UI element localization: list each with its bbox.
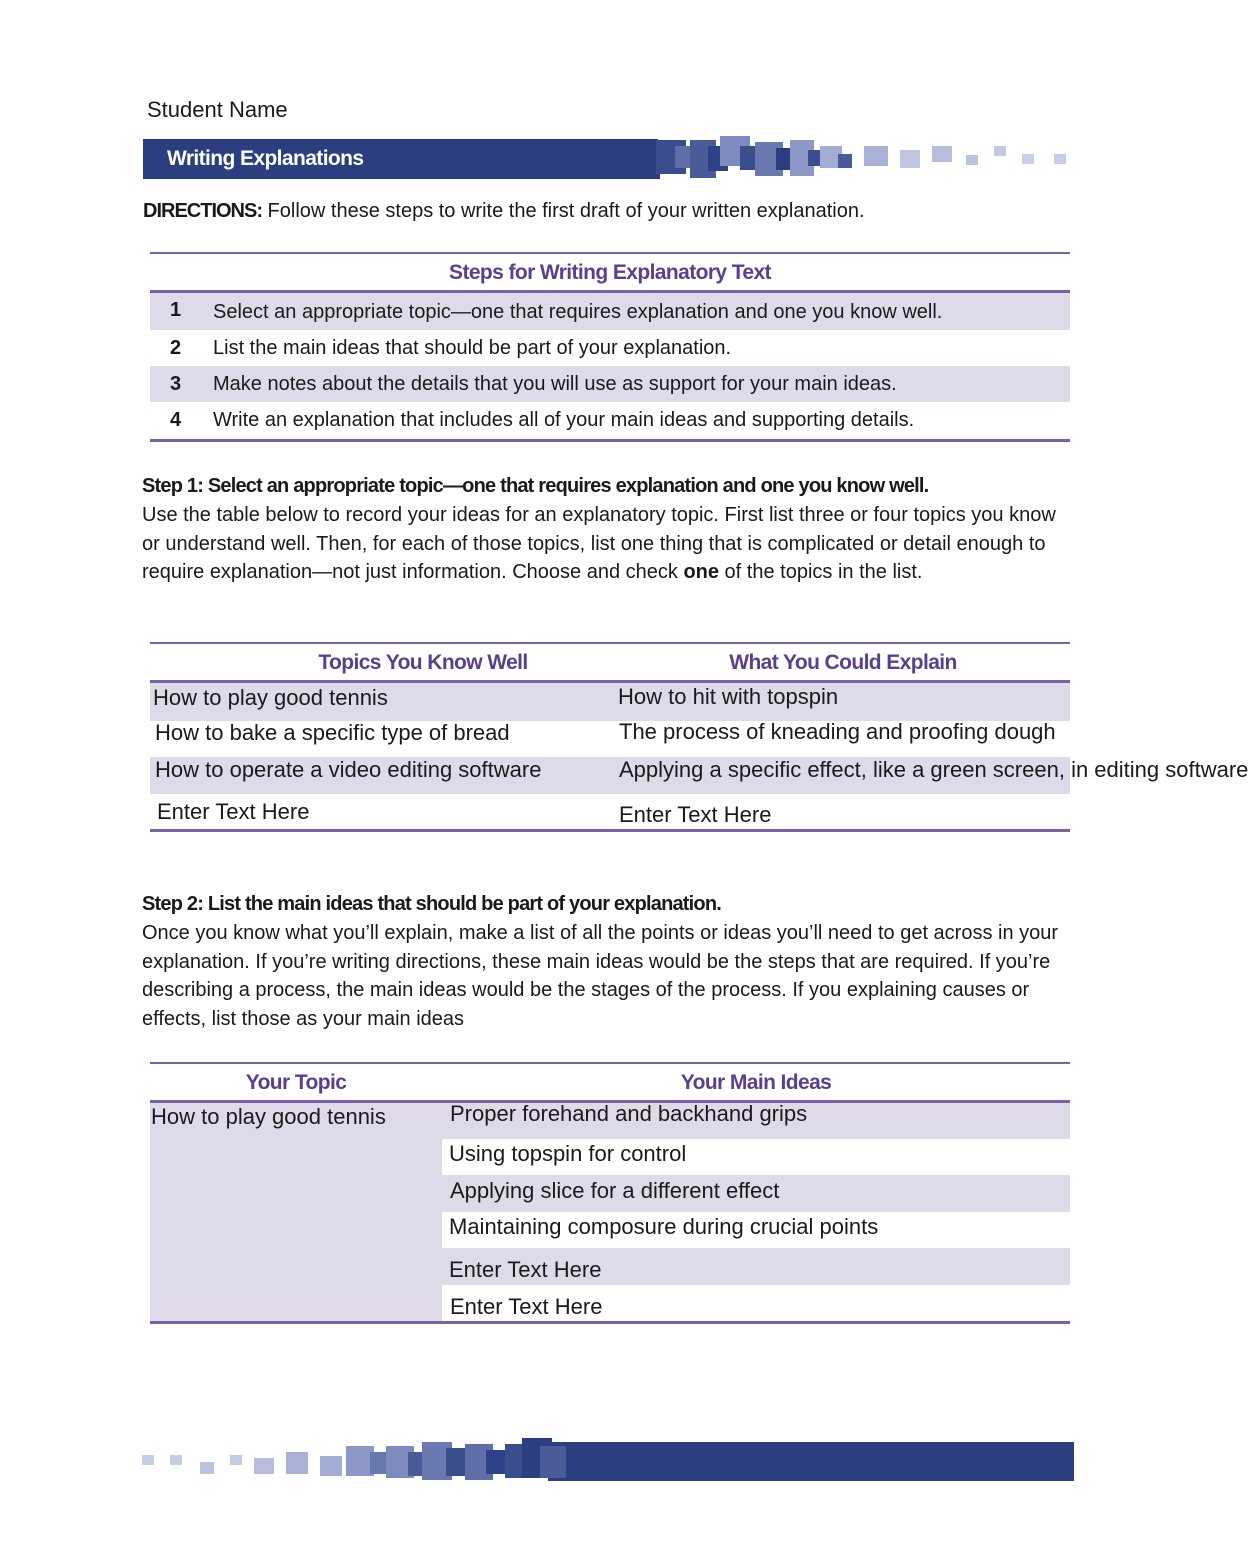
decorative-square — [320, 1456, 342, 1476]
decorative-square — [932, 146, 952, 162]
step-number: 4 — [170, 409, 182, 431]
main-idea-cell[interactable]: Proper forehand and backhand grips — [450, 1101, 808, 1126]
list-item — [442, 1285, 1070, 1321]
main-idea-cell[interactable]: Enter Text Here — [449, 1257, 602, 1282]
step-row — [150, 293, 1070, 330]
decorative-square — [994, 146, 1006, 156]
worksheet-title: Writing Explanations — [167, 147, 364, 170]
topic-cell-block — [150, 1103, 442, 1321]
topics-column-header: Topics You Know Well — [318, 651, 528, 674]
topic-cell[interactable]: How to bake a specific type of bread — [155, 720, 510, 745]
topic-cell[interactable]: How to play good tennis — [153, 685, 388, 710]
decorative-square — [286, 1452, 308, 1474]
step-number: 1 — [170, 299, 182, 321]
decorative-square — [1022, 154, 1034, 164]
step-number: 2 — [170, 337, 182, 359]
step-row — [150, 330, 1070, 366]
explain-cell[interactable]: How to hit with topspin — [618, 684, 839, 709]
step1-body-text: Use the table below to record your ideas for an explanatory topic. First list three or four topics you know or understand well. Then, for each of those topics, list one thing that is complicated or detail enough to require explanation—not just information. Choose and check — [142, 504, 1056, 583]
step1-body-emphasis: one — [683, 561, 719, 583]
explain-cell[interactable]: Applying a specific effect, like a green screen, in editing software — [619, 757, 1248, 782]
list-item — [442, 1212, 1070, 1248]
decorative-square — [864, 146, 888, 166]
decorative-square — [900, 150, 920, 168]
decorative-square — [142, 1455, 154, 1465]
main-ideas-column-header: Your Main Ideas — [680, 1071, 832, 1094]
step1-body-end: of the topics in the list. — [719, 561, 923, 583]
your-topic-column-header: Your Topic — [245, 1071, 347, 1094]
list-item — [442, 1248, 1070, 1285]
step-text: Select an appropriate topic—one that requires explanation and one you know well. — [213, 301, 943, 323]
decorative-square — [620, 144, 660, 179]
table-row — [150, 794, 1070, 829]
step-row — [150, 366, 1070, 402]
main-idea-cell[interactable]: Using topspin for control — [449, 1141, 687, 1166]
step-number: 3 — [170, 373, 182, 395]
step1-body — [142, 501, 1067, 587]
table-row — [150, 757, 1248, 794]
decorative-square — [1054, 154, 1066, 164]
list-item — [442, 1175, 1070, 1212]
main-idea-cell[interactable]: Maintaining composure during crucial points — [449, 1214, 879, 1239]
list-item — [442, 1103, 1070, 1139]
student-name-label: Student Name — [147, 97, 288, 122]
topic-cell[interactable]: Enter Text Here — [157, 799, 310, 824]
decorative-square — [254, 1458, 274, 1474]
step-row — [150, 402, 1070, 438]
step2-heading: Step 2: List the main ideas that should be part of your explanation. — [142, 893, 722, 915]
steps-table — [150, 252, 1070, 444]
explain-column-header: What You Could Explain — [729, 651, 957, 674]
step1-heading: Step 1: Select an appropriate topic—one that requires explanation and one you know well. — [142, 475, 929, 497]
step-text: Write an explanation that includes all of your main ideas and supporting details. — [213, 409, 915, 431]
step2-body: Once you know what you’ll explain, make a list of all the points or ideas you’ll need to get across in your explanation. If you’re writing directions, these main ideas would be the steps that are required. If you’re describing a process, the main ideas would be the stages of the process. If you explaining causes or effects, list those as your main ideas — [142, 922, 1059, 1030]
decorative-square — [230, 1455, 242, 1465]
main-ideas-table — [150, 1062, 1070, 1326]
step-text: List the main ideas that should be part of your explanation. — [213, 337, 732, 359]
decorative-square — [838, 154, 852, 168]
topic-cell[interactable]: How to operate a video editing software — [155, 757, 542, 782]
explain-cell[interactable]: Enter Text Here — [619, 802, 772, 827]
table-row — [150, 683, 1070, 721]
list-item — [442, 1139, 1070, 1175]
explain-cell[interactable]: The process of kneading and proofing dough — [619, 719, 1056, 744]
footer-banner — [548, 1442, 1074, 1481]
steps-table-title: Steps for Writing Explanatory Text — [449, 261, 771, 284]
decorative-square — [540, 1446, 566, 1478]
topic-cell[interactable]: How to play good tennis — [151, 1104, 386, 1129]
topics-table — [150, 642, 1248, 834]
table-row — [150, 721, 1070, 757]
decorative-square — [200, 1462, 214, 1474]
main-idea-cell[interactable]: Applying slice for a different effect — [450, 1178, 780, 1203]
directions — [143, 197, 1073, 226]
main-idea-cell[interactable]: Enter Text Here — [450, 1294, 603, 1319]
directions-label: DIRECTIONS: — [143, 200, 262, 222]
step-text: Make notes about the details that you will use as support for your main ideas. — [213, 373, 897, 395]
decorative-square — [170, 1455, 182, 1465]
directions-text: Follow these steps to write the first draft of your written explanation. — [262, 200, 865, 222]
decorative-square — [966, 155, 978, 165]
